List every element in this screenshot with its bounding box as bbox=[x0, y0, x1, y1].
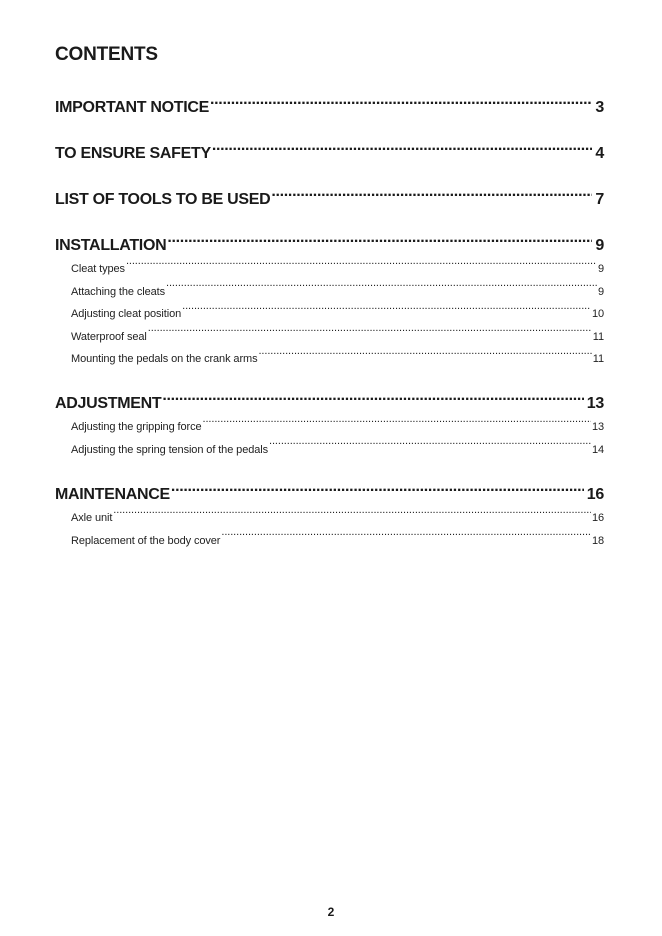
toc-entry[interactable] bbox=[55, 88, 604, 116]
toc-subentry[interactable] bbox=[55, 250, 604, 276]
toc-entry-label: IMPORTANT NOTICE bbox=[55, 99, 210, 116]
dot-leader bbox=[113, 499, 591, 521]
toc-entry-label: INSTALLATION bbox=[55, 237, 167, 254]
page-title: CONTENTS bbox=[55, 44, 158, 65]
toc-subentry-page: 18 bbox=[591, 534, 604, 547]
dot-leader bbox=[171, 475, 584, 499]
toc-subentry-label: Adjusting the spring tension of the pedals bbox=[71, 443, 268, 456]
toc-entry-page: 3 bbox=[595, 99, 604, 116]
toc-subentry-label: Waterproof seal bbox=[71, 330, 147, 343]
toc-section-installation bbox=[55, 226, 604, 365]
dot-leader bbox=[203, 408, 591, 430]
toc-entry-page: 7 bbox=[595, 191, 604, 208]
dot-leader bbox=[167, 226, 592, 250]
toc-entry[interactable] bbox=[55, 180, 604, 208]
toc-subentry-page: 9 bbox=[597, 285, 604, 298]
dot-leader bbox=[210, 88, 592, 112]
toc-subentry-page: 11 bbox=[592, 330, 604, 343]
dot-leader bbox=[182, 295, 591, 317]
toc-entry-label: TO ENSURE SAFETY bbox=[55, 145, 211, 162]
toc-entry-page: 4 bbox=[595, 145, 604, 162]
dot-leader bbox=[212, 134, 593, 158]
toc-entry[interactable] bbox=[55, 384, 604, 412]
toc-section-maintenance bbox=[55, 475, 604, 547]
toc-entry[interactable] bbox=[55, 226, 604, 254]
toc-entry[interactable] bbox=[55, 134, 604, 162]
toc-entry-page: 13 bbox=[586, 394, 604, 412]
toc-entry-label: ADJUSTMENT bbox=[55, 394, 162, 412]
page-number: 2 bbox=[327, 905, 335, 919]
toc-subentry-page: 11 bbox=[592, 352, 604, 365]
toc-section-adjustment bbox=[55, 384, 604, 456]
toc-subentry-label: Replacement of the body cover bbox=[71, 534, 221, 547]
toc-subentry-page: 14 bbox=[591, 443, 604, 456]
toc-section-important-notice bbox=[55, 88, 604, 116]
toc-entry-label: MAINTENANCE bbox=[55, 485, 170, 503]
toc-subentry-page: 9 bbox=[597, 263, 604, 276]
dot-leader bbox=[166, 272, 597, 294]
toc-subentry-label: Attaching the cleats bbox=[71, 285, 166, 298]
toc-subentry-label: Adjusting cleat position bbox=[71, 308, 182, 321]
toc-entry-page: 16 bbox=[586, 485, 604, 503]
toc-section-to-ensure-safety bbox=[55, 134, 604, 162]
toc-entry-label: LIST OF TOOLS TO BE USED bbox=[55, 191, 271, 208]
toc-subentry-label: Axle unit bbox=[71, 512, 113, 525]
toc-subentry-label: Mounting the pedals on the crank arms bbox=[71, 352, 258, 365]
dot-leader bbox=[221, 521, 591, 543]
toc-subentry-page: 13 bbox=[591, 421, 604, 434]
table-of-contents bbox=[55, 88, 604, 566]
toc-subentry-page: 10 bbox=[591, 308, 604, 321]
toc-subentry[interactable] bbox=[55, 272, 604, 298]
toc-subentry-label: Cleat types bbox=[71, 263, 125, 276]
toc-entry[interactable] bbox=[55, 475, 604, 503]
dot-leader bbox=[126, 250, 597, 272]
toc-subentry[interactable] bbox=[55, 521, 604, 547]
toc-subentry-page: 16 bbox=[591, 512, 604, 525]
toc-entry-page: 9 bbox=[595, 237, 604, 254]
toc-subentry[interactable] bbox=[55, 499, 604, 525]
dot-leader bbox=[162, 384, 583, 408]
dot-leader bbox=[148, 317, 592, 339]
toc-section-list-of-tools bbox=[55, 180, 604, 208]
toc-subentry-label: Adjusting the gripping force bbox=[71, 421, 202, 434]
dot-leader bbox=[269, 430, 591, 452]
dot-leader bbox=[258, 340, 591, 362]
dot-leader bbox=[271, 180, 592, 204]
